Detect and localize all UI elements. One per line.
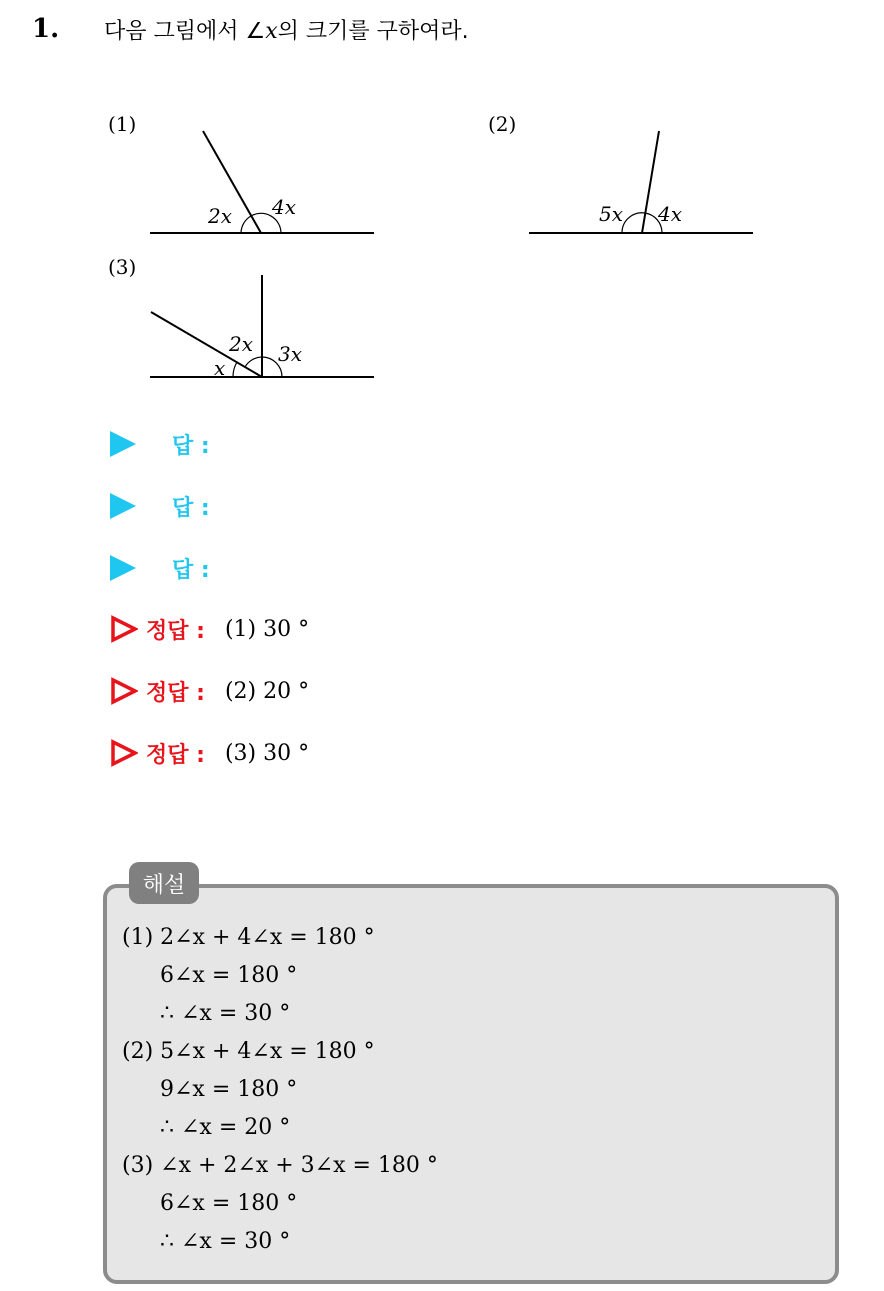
correct-triangle-icon: [110, 677, 138, 705]
figure-1-angle-label-1: 2x: [208, 204, 233, 228]
answer-label: 답 :: [172, 557, 210, 583]
answer-label: 답 :: [172, 495, 210, 521]
figure-2-label: (2): [488, 112, 517, 136]
figure-3-arc-x: [233, 362, 237, 377]
correct-answer-label: 정답 :: [146, 680, 205, 706]
figure-3-angle-label-2: 2x: [229, 332, 254, 356]
figure-2-angle-label-2: 4x: [658, 202, 683, 226]
correct-answer-row-2: [110, 674, 309, 708]
correct-answer-row-3: [110, 736, 309, 770]
figure-1-angle-label-2: 4x: [272, 195, 297, 219]
figure-3-diagram: [140, 265, 390, 390]
solution-line-3: ∴ ∠x = 30 °: [160, 1001, 291, 1026]
figure-3-angle-label-3: 3x: [278, 342, 303, 366]
figure-1: [140, 120, 390, 249]
answer-triangle-icon: [110, 555, 136, 581]
solution-line-7: (3) ∠x + 2∠x + 3∠x = 180 °: [122, 1153, 438, 1178]
figure-2: [520, 120, 770, 249]
question-text-after: 의 크기를 구하여라.: [277, 19, 469, 44]
figure-1-arc-left: [241, 216, 251, 233]
figure-3-angle-label-1: x: [214, 356, 226, 380]
answer-label: 답 :: [172, 433, 210, 459]
question-text-var: x: [265, 19, 278, 44]
question-text: [104, 14, 469, 45]
question-number: 1.: [32, 14, 60, 44]
answer-row-1: [110, 427, 226, 461]
figure-2-ray: [642, 131, 659, 233]
solution-tag: 해설: [129, 862, 199, 904]
figure-3-arc-2x: [245, 357, 262, 367]
answer-triangle-icon: [110, 431, 136, 457]
answer-row-3: [110, 551, 226, 585]
correct-answer-value: (1) 30 °: [224, 616, 310, 642]
solution-line-5: 9∠x = 180 °: [160, 1077, 298, 1102]
answer-row-2: [110, 489, 226, 523]
correct-answer-label: 정답 :: [146, 618, 205, 644]
question-text-before: 다음 그림에서 ∠: [104, 19, 266, 44]
solution-line-1: (1) 2∠x + 4∠x = 180 °: [122, 925, 375, 950]
figure-3-label: (3): [108, 255, 137, 279]
solution-line-9: ∴ ∠x = 30 °: [160, 1229, 291, 1254]
solution-line-4: (2) 5∠x + 4∠x = 180 °: [122, 1039, 375, 1064]
correct-answer-value: (2) 20 °: [224, 678, 310, 704]
correct-answer-label: 정답 :: [146, 742, 205, 768]
figure-1-label: (1): [108, 112, 137, 136]
correct-triangle-icon: [110, 739, 138, 767]
correct-answer-value: (3) 30 °: [224, 740, 310, 766]
correct-answer-row-1: [110, 612, 309, 646]
figure-1-diagram: [140, 120, 390, 245]
answer-triangle-icon: [110, 493, 136, 519]
solution-line-6: ∴ ∠x = 20 °: [160, 1115, 291, 1140]
figure-3: [140, 265, 390, 394]
figure-2-diagram: [520, 120, 770, 245]
solution-line-8: 6∠x = 180 °: [160, 1191, 298, 1216]
solution-line-2: 6∠x = 180 °: [160, 963, 298, 988]
figure-2-angle-label-1: 5x: [599, 202, 624, 226]
correct-triangle-icon: [110, 615, 138, 643]
